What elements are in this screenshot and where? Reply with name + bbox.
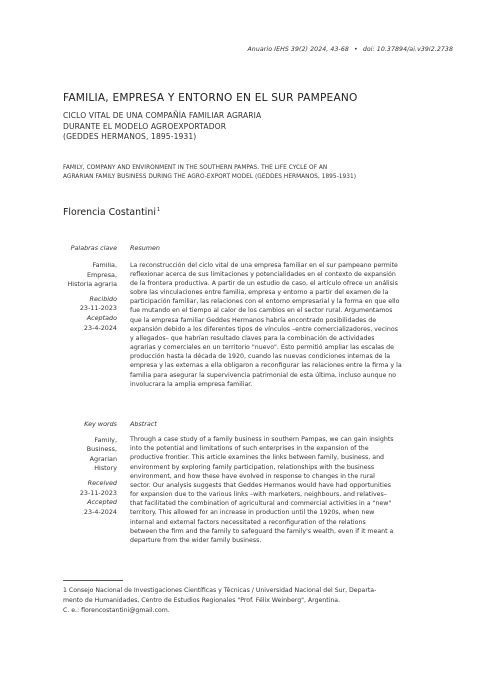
footnote-line: mento de Humanidades, Centro de Estudios Regionales "Prof. Félix Weinberg", Argentina. — [63, 596, 341, 604]
keywords-label: Key words — [84, 420, 117, 428]
footnote-line: 1 Consejo Nacional de Investigaciones Científicas y Técnicas / Universidad Nacional del Sur, Departa- — [63, 587, 377, 594]
keyword: Agrarian — [89, 454, 117, 463]
abstract-label: Abstract — [130, 420, 157, 428]
abstract-line: de la frontera productiva. A partir de un estudio de caso, el artículo ofrece un análisis — [130, 279, 398, 287]
abstract-line: y allegados– que habrían resultado claves para la combinación de actividades — [130, 334, 375, 342]
keyword: Historia agraria — [67, 280, 117, 289]
abstract-line: departure from the wider family business. — [130, 536, 262, 544]
header-separator: • — [353, 46, 358, 53]
article-subtitle — [63, 111, 443, 143]
subtitle-line: CICLO VITAL DE UNA COMPAÑÍA FAMILIAR AGRARIA — [63, 111, 262, 120]
keyword: Family, — [94, 435, 117, 444]
abstract-line: familia para asegurar la supervivencia patrimonial de esta última, incluso aunque no — [130, 371, 397, 379]
keyword: Business, — [86, 445, 117, 454]
author — [63, 207, 160, 218]
abstract-line: for expansion due to the various links –with marketers, neighbours, and relatives– — [130, 491, 387, 499]
abstract-line: involucrara la amplia empresa familiar. — [130, 380, 253, 388]
abstract-text — [130, 435, 446, 545]
abstract-line: expansión debido a los diferentes tipos de vínculos –entre comercializadores, vecinos — [130, 325, 398, 333]
abstract-line: participación familiar, las relaciones con el entorno empresarial y la forma en que ello — [130, 298, 400, 306]
abstract-line: agrarias y comerciales en un territorio "nuevo". Esto permitió ampliar las escalas de — [130, 344, 394, 352]
abstract-line: empresa y las externas a ella obligaron a reconfigurar las relaciones entre la firma y la — [130, 362, 402, 370]
received-date: 23-11-2023 — [79, 488, 117, 497]
author-footnote-mark: 1 — [156, 207, 161, 213]
abstract-line: sobre las vinculaciones entre familia, empresa y entorno a partir del examen de la — [130, 289, 389, 297]
subtitle-line: DURANTE EL MODELO AGROEXPORTADOR — [63, 121, 227, 131]
abstract-line: sector. Our analysis suggests that Geddes Hermanos would have had opportunities — [130, 481, 392, 489]
abstract-line: territory. This allowed for an increase in production until the 1920s, when new — [130, 509, 375, 517]
abstract-text — [130, 261, 446, 389]
spanish-metadata — [40, 244, 117, 333]
footnote — [63, 586, 443, 615]
article-title: FAMILIA, EMPRESA Y ENTORNO EN EL SUR PAMPEANO — [63, 92, 358, 104]
abstract-line: that facilitated the combination of agricultural and commercial activities in a "new" — [130, 500, 392, 508]
footnote-divider — [63, 580, 123, 581]
keywords-label: Palabras clave — [70, 244, 117, 252]
accepted-label: Aceptado — [86, 314, 117, 323]
journal-header — [247, 46, 453, 53]
english-metadata — [40, 420, 117, 517]
accepted-date: 23-4-2024 — [83, 323, 117, 332]
abstract-line: que la empresa familiar Geddes Hermanos habría encontrado posibilidades de — [130, 316, 377, 324]
doi[interactable]: doi: 10.37894/ai.v39i2.2738 — [362, 46, 453, 53]
footnote-line: C. e.: florencostantini@gmail.com. — [63, 606, 170, 614]
abstract-line: between the firm and the family to safeguard the family's wealth, even if it meant a — [130, 527, 394, 535]
subtitle-line: (GEDDES HERMANOS, 1895-1931) — [63, 132, 197, 141]
spanish-abstract — [130, 244, 446, 389]
abstract-line: La reconstrucción del ciclo vital de una empresa familiar en el sur pampeano permite — [130, 261, 398, 269]
keyword: History — [94, 464, 117, 473]
accepted-date: 23-4-2024 — [83, 507, 117, 516]
accepted-label: Accepted — [87, 498, 117, 507]
abstract-line: fue mutando en el tiempo al calor de los cambios en el sector rural. Argumentamos — [130, 307, 393, 315]
abstract-line: environment by exploring family participation, relationships with the business — [130, 463, 375, 471]
abstract-line: producción hasta la década de 1920, cuando las nuevas condiciones internas de la — [130, 353, 391, 361]
english-abstract — [130, 420, 446, 545]
abstract-line: internal and external factors necessitated a reconfiguration of the relations — [130, 518, 366, 526]
abstract-line: environment, and how these have evolved in response to changes in the rural — [130, 472, 375, 480]
english-title — [63, 164, 453, 181]
author-name: Florencia Costantini — [63, 207, 156, 218]
journal-citation: Anuario IEHS 39(2) 2024, 43-68 — [247, 46, 349, 53]
received-label: Received — [87, 478, 117, 487]
received-date: 23-11-2023 — [79, 304, 117, 313]
abstract-label: Resumen — [130, 244, 160, 252]
abstract-line: into the potential and limitations of such enterprises in the expansion of the — [130, 445, 369, 453]
received-label: Recibido — [89, 294, 117, 303]
english-title-line: FAMILY, COMPANY AND ENVIRONMENT IN THE SOUTHERN PAMPAS. THE LIFE CYCLE OF AN — [63, 165, 328, 171]
keyword: Empresa, — [86, 270, 117, 279]
english-title-line: AGRARIAN FAMILY BUSINESS DURING THE AGRO-EXPORT MODEL (GEDDES HERMANOS, 1895-1931) — [63, 173, 357, 180]
abstract-line: productive frontier. This article examines the links between family, business, and — [130, 454, 385, 462]
abstract-line: Through a case study of a family business in southern Pampas, we can gain insights — [130, 436, 394, 444]
abstract-line: reflexionar acerca de sus limitaciones y potencialidades en el contexto de expansión — [130, 270, 396, 278]
keyword: Familia, — [92, 261, 117, 270]
